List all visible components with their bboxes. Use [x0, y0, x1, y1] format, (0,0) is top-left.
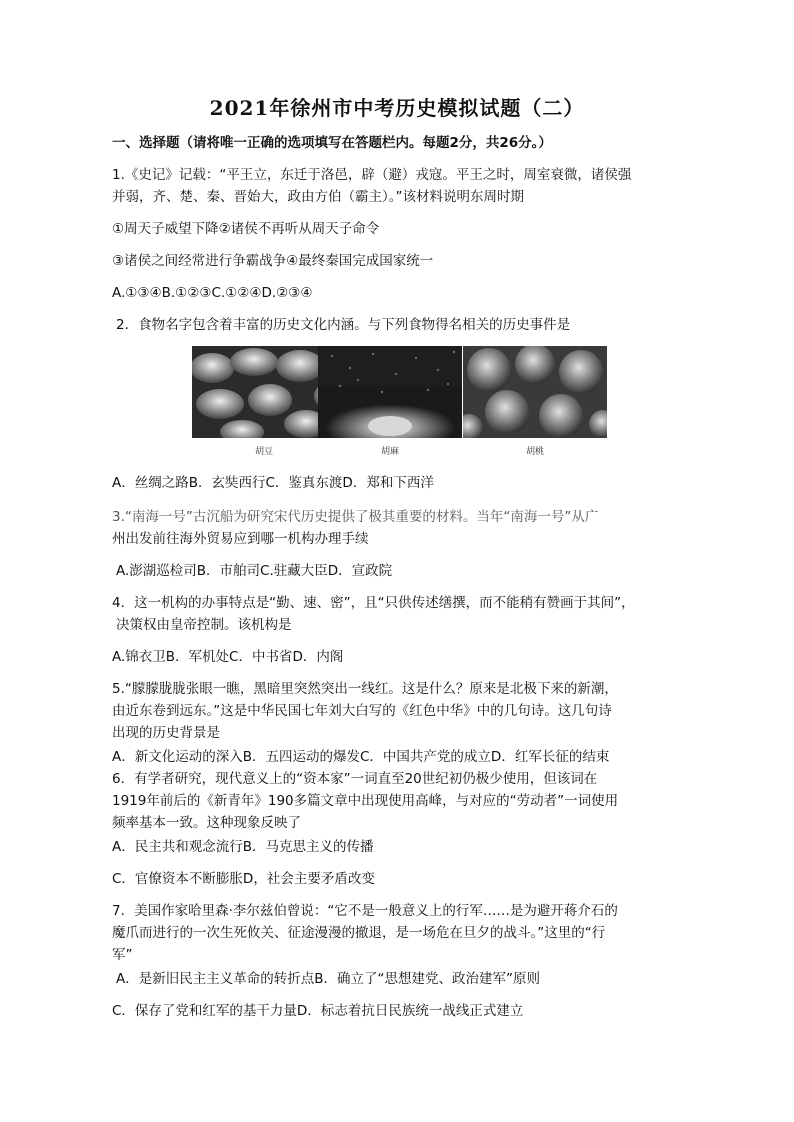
q7-options-cd: C．保存了党和红军的基干力量D．标志着抗日民族统一战线正式建立: [112, 1003, 524, 1019]
q6-options-cd: C．官僚资本不断膨胀D，社会主要矛盾改变: [112, 871, 375, 887]
q6-stem-line1: 6．有学者研究，现代意义上的“资本家”一词直至20世纪初仍极少使用，但该词在: [112, 771, 598, 787]
q7-stem-line1: 7．美国作家哈里森·李尔兹伯曾说：“它不是一般意义上的行军……是为避开蒋介石的: [112, 903, 618, 919]
q4-options: A.锦衣卫B．军机处C．中书省D．内阁: [112, 649, 344, 665]
section-heading: 一、选择题（请将唯一正确的选项填写在答题栏内。每题2分，共26分。）: [112, 135, 552, 151]
sesame-photo: [318, 346, 462, 438]
q3-options: A.澎湖巡检司B．市舶司C.驻藏大臣D．宣政院: [116, 563, 393, 579]
walnut-photo: [463, 346, 607, 438]
q2-options: A．丝绸之路B．玄奘西行C．鉴真东渡D．郑和下西洋: [112, 475, 434, 491]
q5-stem-line3: 出现的历史背景是: [112, 725, 220, 741]
q6-options-ab: A．民主共和观念流行B．马克思主义的传播: [112, 839, 374, 855]
q5-stem-line2: 由近东卷到远东。”这是中华民国七年刘大白写的《红色中华》中的几句诗。这几句诗: [112, 703, 612, 719]
q6-stem-line3: 频率基本一致。这种现象反映了: [112, 815, 301, 831]
q3-stem-line1: 3.“南海一号”古沉船为研究宋代历史提供了极其重要的材料。当年“南海一号”从广: [112, 509, 599, 525]
q2-stem: 2．食物名字包含着丰富的历史文化内涵。与下列食物得名相关的历史事件是: [116, 317, 571, 333]
sesame-caption: 胡麻: [380, 447, 399, 457]
q4-stem-line2: 决策权由皇帝控制。该机构是: [116, 617, 292, 633]
q7-options-ab: A．是新旧民主主义革命的转折点B．确立了“思想建党、政治建军”原则: [116, 971, 540, 987]
q6-stem-line2: 1919年前后的《新青年》190多篇文章中出现使用高峰，与对应的“劳动者”一词使用: [112, 793, 619, 809]
page-title: 2021年徐州市中考历史模拟试题（二）: [209, 96, 585, 120]
walnut-caption: 胡桃: [525, 447, 544, 457]
broad-bean-photo: [192, 346, 336, 438]
q1-stem-line1: 1.《史记》记载：“平王立，东迁于洛邑，辟（避）戎寇。平王之时，周室衰微，诸侯强: [112, 167, 632, 183]
q1-stem-line2: 并弱，齐、楚、秦、晋始大，政由方伯（霸主）。”该材料说明东周时期: [112, 189, 524, 205]
q7-stem-line3: 军”: [112, 947, 133, 963]
q5-stem-line1: 5.“朦朦胧胧张眼一瞧，黑暗里突然突出一线红。这是什么？原来是北极下来的新潮，: [112, 681, 618, 697]
q3-stem-line2: 州出发前往海外贸易应到哪一机构办理手续: [112, 531, 369, 547]
q1-options: A.①③④B.①②③C.①②④D.②③④: [112, 285, 313, 301]
q1-statements-3-4: ③诸侯之间经常进行争霸战争④最终秦国完成国家统一: [112, 253, 434, 269]
q1-statements-1-2: ①周天子威望下降②诸侯不再听从周天子命令: [112, 221, 380, 237]
q7-stem-line2: 魔爪而进行的一次生死攸关、征途漫漫的撤退，是一场危在旦夕的战斗。”这里的“行: [112, 925, 606, 941]
q4-stem-line1: 4．这一机构的办事特点是“勤、速、密”，且“只供传述缮撰，而不能稍有赞画于其间”，: [112, 595, 635, 611]
broad-bean-caption: 胡豆: [254, 447, 273, 457]
q5-options: A．新文化运动的深入B．五四运动的爆发C．中国共产党的成立D．红军长征的结束: [112, 749, 610, 765]
